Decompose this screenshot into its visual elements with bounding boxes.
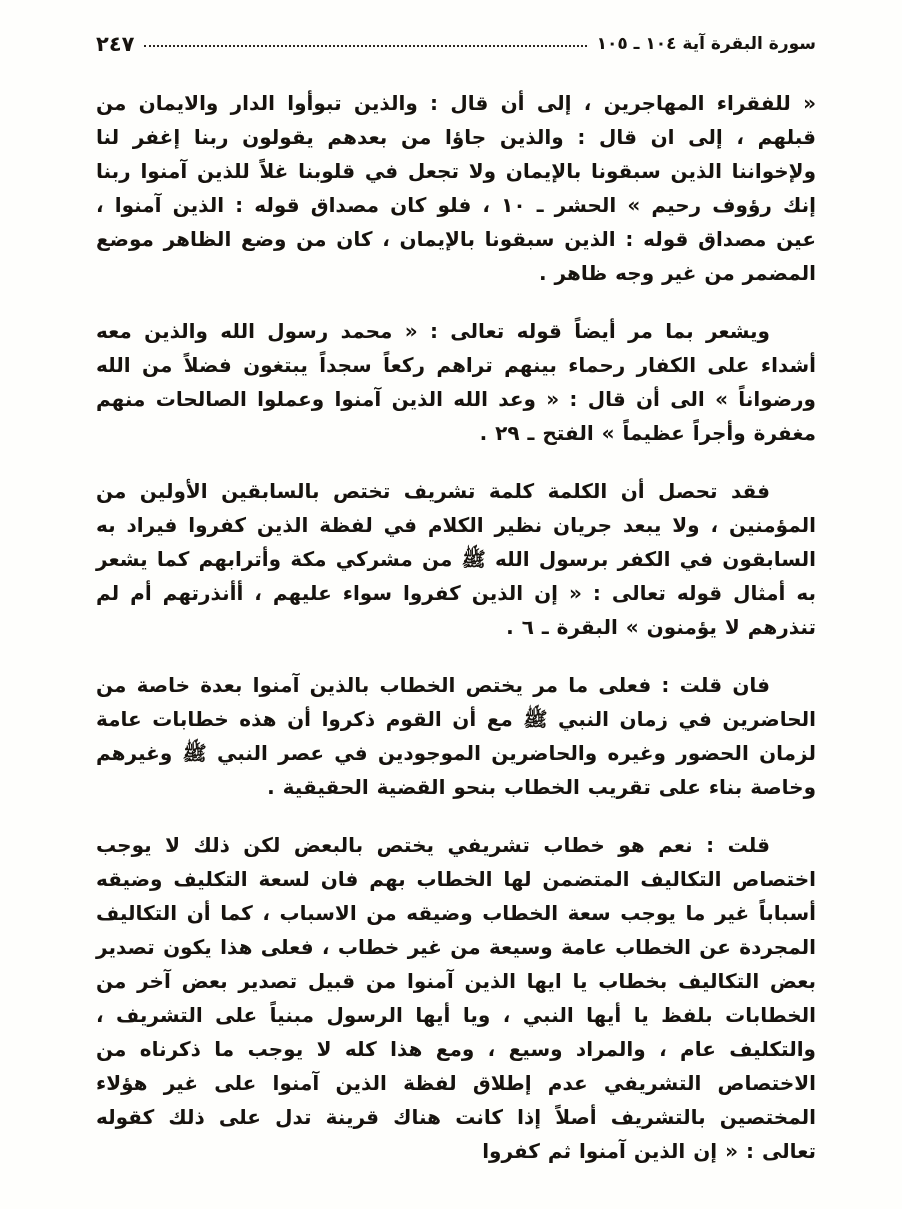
paragraph-supporting-verse: ويشعر بما مر أيضاً قوله تعالى : « محمد رسول الله والذين معه أشداء على الكفار رحماء بينهم تراهم ركعاً سجداً يبتغون فضلاً من الله ورضواناً » الى أن قال : « وعد الله الذين آمنوا وعملوا الصالحات منهم مغفرة وأجراً عظيماً » الفتح ـ ٢٩ . (96, 319, 816, 445)
body-text (96, 86, 816, 1168)
paragraph-objection: فان قلت : فعلى ما مر يختص الخطاب بالذين آمنوا بعدة خاصة من الحاضرين في زمان النبي ﷺ مع أن القوم ذكروا أن هذه خطابات عامة لزمان الحضور وغيره والحاضرين الموجودين في عصر النبي ﷺ وغيرهم وخاصة بناء على تقريب الخطاب بنحو القضية الحقيقية . (96, 673, 816, 799)
chapter-title: سورة البقرة آية ١٠٤ ـ ١٠٥ (596, 34, 816, 54)
paragraph-reply: قلت : نعم هو خطاب تشريفي يختص بالبعض لكن ذلك لا يوجب اختصاص التكاليف المتضمن لها الخطاب بهم فان لسعة التكليف وضيقه أسباباً غير ما يوجب سعة الخطاب وضيقه من الاسباب ، كما أن التكاليف المجردة عن الخطاب عامة وسيعة من غير خطاب ، فعلى هذا يكون تصدير بعض التكاليف بخطاب يا ايها الذين آمنوا من قبيل تصدير بعض آخر من الخطابات بلفظ يا أيها النبي ، ويا أيها الرسول مبنياً على التشريف ، والتكليف عام ، والمراد وسيع ، ومع هذا كله لا يوجب ما ذكرناه من الاختصاص التشريفي عدم إطلاق لفظة الذين آمنوا على غير هؤلاء المختصين بالتشريف أصلاً إذا كانت هناك قرينة تدل على ذلك كقوله تعالى : « إن الذين آمنوا ثم كفروا (96, 833, 816, 1163)
paragraph-conclusion: فقد تحصل أن الكلمة كلمة تشريف تختص بالسابقين الأولين من المؤمنين ، ولا يبعد جريان نظير الكلام في لفظة الذين كفروا فيراد به السابقون في الكفر برسول الله ﷺ من مشركي مكة وأترابهم كما يشعر به أمثال قوله تعالى : « إن الذين كفروا سواء عليهم ، أأنذرتهم أم لم تنذرهم لا يؤمنون » البقرة ـ ٦ . (96, 479, 816, 639)
paragraph-quote-continuation: « للفقراء المهاجرين ، إلى أن قال : والذين تبوأوا الدار والايمان من قبلهم ، إلى ان قال : والذين جاؤا من بعدهم يقولون ربنا إغفر لنا ولإخواننا الذين سبقونا بالإيمان ولا تجعل في قلوبنا غلاً للذين آمنوا ربنا إنك رؤوف رحيم » الحشر ـ ١٠ ، فلو كان مصداق قوله : الذين آمنوا ، عين مصداق قوله : الذين سبقونا بالإيمان ، كان من وضع الظاهر موضع المضمر من غير وجه ظاهر . (96, 91, 816, 285)
page-number: ٢٤٧ (96, 32, 135, 56)
page-header (96, 30, 816, 58)
header-dotted-rule (144, 45, 586, 47)
